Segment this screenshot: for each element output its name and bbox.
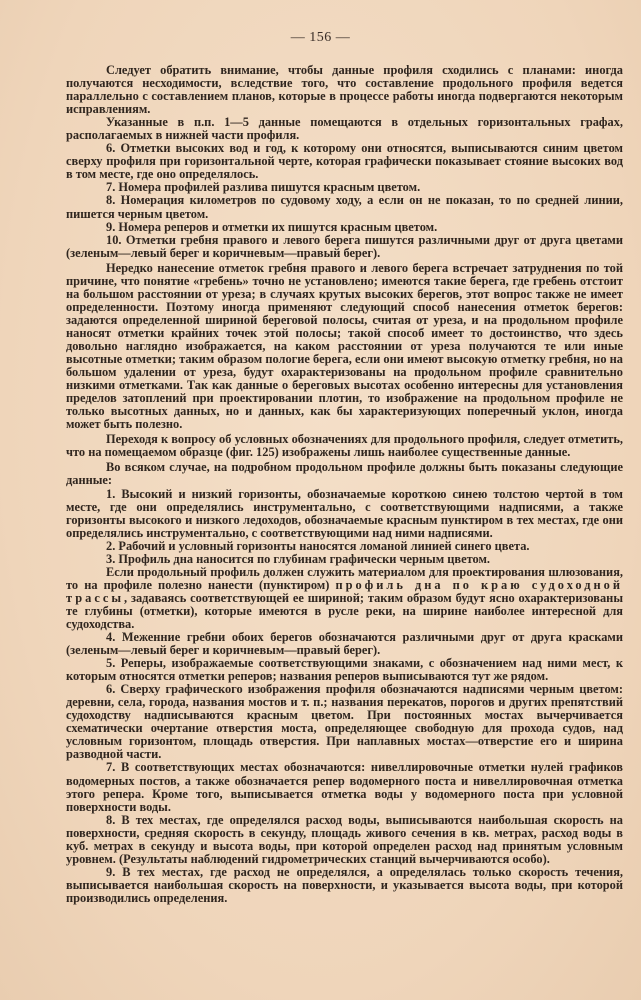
list-item-4-low-water-crests: 4. Меженние гребни обоих берегов обозначаются различными друг от друга красками (зеленым—левый берег и коричневым—правый берег). <box>66 630 623 658</box>
paragraph-sluice-design <box>66 566 623 631</box>
sluice-text-before: Если продольный профиль должен служить материалом для проектирования шлюзования, то на профиле полезно нанести (пунктиром) <box>66 564 623 592</box>
list-item-9-benchmarks: 9. Номера реперов и отметки их пишутся красным цветом. <box>106 219 438 234</box>
list-item-8-discharge: 8. В тех местах, где определялся расход воды, выписываются наибольшая скорость на поверхности, средняя скорость в секунду, площадь живого сечения в кв. метрах, расход воды в куб. метрах в секунду и высота воды, при которой определен расход над принятым условным уровнем. (Результаты наблюдений гидрометрических станций вычерчиваются особо). <box>66 812 623 866</box>
list-item-1-horizons: 1. Высокий и низкий горизонты, обозначаемые короткою синею толстою чертой в том месте, где они определялись инструментально, с соответствующими надписями, а также горизонты высокого и низкого ледоходов, обозначаемые красным пунктиром в тех местах, где они определялись инструментально, с соответствующими над ними надписями. <box>66 486 623 540</box>
list-item-6-high-water: 6. Отметки высоких вод и год, к которому они относятся, выписываются синим цветом сверху профиля при горизонтальной черте, которая графически показывает стояние высоких вод в том месте, где оно определялось. <box>66 141 623 182</box>
paragraph-conventional-signs: Переходя к вопросу об условных обозначениях для продольного профиля, следует отметить, что на помещаемом образце (фиг. 125) изображены лишь наиболее существенные данные. <box>66 432 623 460</box>
sluice-text-after: , задаваясь соответствующей ее шириной; таким образом будут ясно охарактеризованы те глубины (отметки), которые имеются в русле реки, на ширине наиболее интересной для судоходства. <box>66 590 623 631</box>
list-item-6-labels: 6. Сверху графического изображения профиля обозначаются надписями черным цветом: деревни, села, города, названия мостов и т. п.; названия перекатов, порогов и других препятствий судоходству надписываются красным цветом. При постоянных мостах вычерчивается схематически очертание отверстия моста, определяющее свободную для прохода судов, над условным горизонтом, площадь отверстия. При наплавных мостах—отверстие его и ширина разводной части. <box>66 682 623 762</box>
body-text <box>66 64 623 905</box>
paragraph-crest-marking: Нередко нанесение отметок гребня правого и левого берега встречает затруднения по той причине, что понятие «гребень» точно не установлено; имеются такие берега, где гребень отстоит на большом расстоянии от уреза; в случаях крутых высоких берегов, этот вопрос также не имеет определенности. Поэтому иногда применяют следующий способ нанесения отметок берегов: задаются определенной шириной береговой полосы, считая от уреза, и на продольном профиле наносят отметки крайних точек этой полосы; такой способ имеет то достоинство, что здесь довольно наглядно изображается, на каком расстоянии от уреза получаются те или иные высотные отметки; таким образом пологие берега, если они имеют высокую отметку гребня, но на большом удалении от уреза, будут охарактеризованы на продольном профиле сравнительно низкими отметками. Так как данные о береговых высотах особенно интересны для установления пределов затоплений при проектировании плотин, то изображение на продольном профиле не только высотных данных, но и данных, как бы характеризующих поперечный уклон, иногда может быть полезно. <box>66 260 623 432</box>
paragraph-profile-consistency: Следует обратить внимание, чтобы данные профиля сходились с планами: иногда получаются несходимости, вследствие того, что составление продольного профиля ведется параллельно с составлением планов, которые в процессе работы иногда подвергаются некоторым исправлениям. <box>66 63 623 117</box>
list-item-7-flood-profiles: 7. Номера профилей разлива пишутся красным цветом. <box>106 180 421 195</box>
list-item-7-gauge-stations: 7. В соответствующих местах обозначаются: нивеллировочные отметки нулей графиков водомерных постов, а также обозначается репер водомерного поста и нивеллировочная отметка этого репера. Кроме того, выписывается отметка воды у водомерного поста при условной поверхности воды. <box>66 760 623 814</box>
list-item-5-benchmarks: 5. Реперы, изображаемые соответствующими знаками, с обозначением над ними мест, к которым относятся отметки реперов; названия реперов выписываются тут же рядом. <box>66 656 623 684</box>
list-item-10-bank-crests: 10. Отметки гребня правого и левого берега пишутся различными друг от друга цветами (зеленым—левый берег и коричневым—правый берег). <box>66 232 623 260</box>
sluice-emphasis-text: профиль дна по краю судоходной трассы <box>66 577 624 605</box>
page-number: — 156 — <box>290 30 351 45</box>
paragraph-items-1-5-note: Указанные в п.п. 1—5 данные помещаются в отдельных горизонтальных графах, располагаемых в нижней части профиля. <box>66 115 623 143</box>
list-item-3-bottom-profile: 3. Профиль дна наносится по глубинам графически черным цветом. <box>106 551 491 566</box>
list-item-2-working-horizon: 2. Рабочий и условный горизонты наносятся ломаной линией синего цвета. <box>106 538 530 553</box>
list-item-9-velocity: 9. В тех местах, где расход не определялся, а определялась только скорость течения, выписывается наибольшая скорость на поверхности, и указывается высота воды, при которой производились определения. <box>66 864 623 905</box>
paragraph-detailed-profile-intro: Во всяком случае, на подробном продольном профиле должны быть показаны следующие данные: <box>66 460 623 488</box>
list-item-8-kilometers: 8. Номерация километров по судовому ходу, а если он не показан, то по средней линии, пишется черным цветом. <box>66 193 623 221</box>
